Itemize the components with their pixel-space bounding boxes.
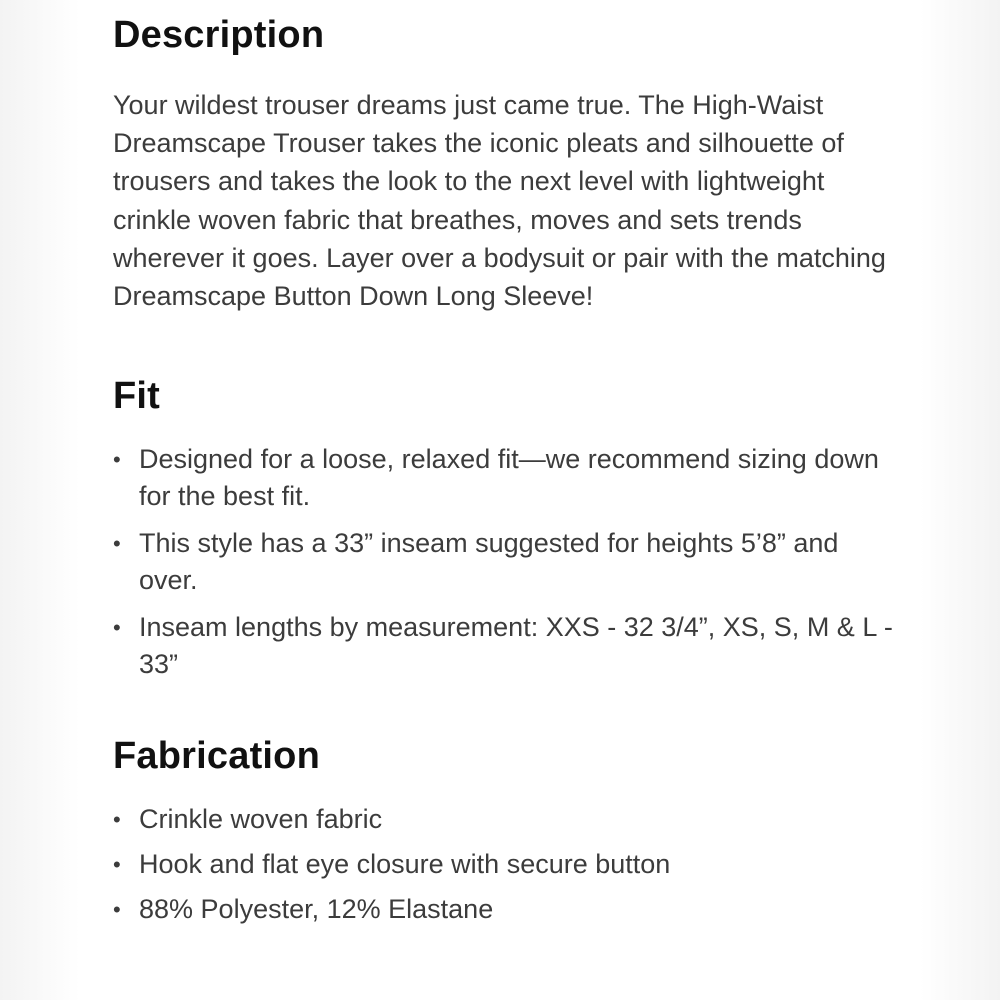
fit-item-text: Inseam lengths by measurement: XXS - 32 3/4”, XS, S, M & L - 33” — [139, 612, 893, 680]
fit-list-item — [113, 525, 913, 599]
bullet-icon: • — [113, 897, 121, 923]
fabrication-item-text: Crinkle woven fabric — [139, 804, 383, 835]
fabrication-list-item — [113, 846, 913, 883]
fabrication-heading: Fabrication — [113, 735, 321, 778]
description-heading: Description — [113, 14, 325, 56]
fabrication-item-text: Hook and flat eye closure with secure button — [139, 849, 671, 880]
bullet-icon: • — [113, 852, 121, 878]
fit-item-text: This style has a 33” inseam suggested for heights 5’8” and over. — [139, 528, 839, 596]
bullet-icon: • — [113, 447, 121, 473]
fit-list-item — [113, 441, 913, 515]
fabrication-list — [113, 801, 913, 928]
bullet-icon: • — [113, 531, 121, 557]
fabrication-item-text: 88% Polyester, 12% Elastane — [139, 894, 494, 925]
fit-list — [113, 441, 913, 683]
fit-item-text: Designed for a loose, relaxed fit—we recommend sizing down for the best fit. — [139, 444, 879, 512]
bullet-icon: • — [113, 807, 121, 833]
bullet-icon: • — [113, 615, 121, 641]
description-text: Your wildest trouser dreams just came true. The High-Waist Dreamscape Trouser takes the iconic pleats and silhouette of trousers and takes the look to the next level with lightweight crinkle woven fabric that breathes, moves and sets trends wherever it goes. Layer over a bodysuit or pair with the matching Dreamscape Button Down Long Sleeve! — [113, 90, 886, 312]
fabrication-list-item — [113, 801, 913, 838]
fit-heading: Fit — [113, 375, 161, 418]
product-details-content — [113, 12, 913, 936]
fabrication-list-item — [113, 891, 913, 928]
fit-list-item — [113, 609, 913, 683]
